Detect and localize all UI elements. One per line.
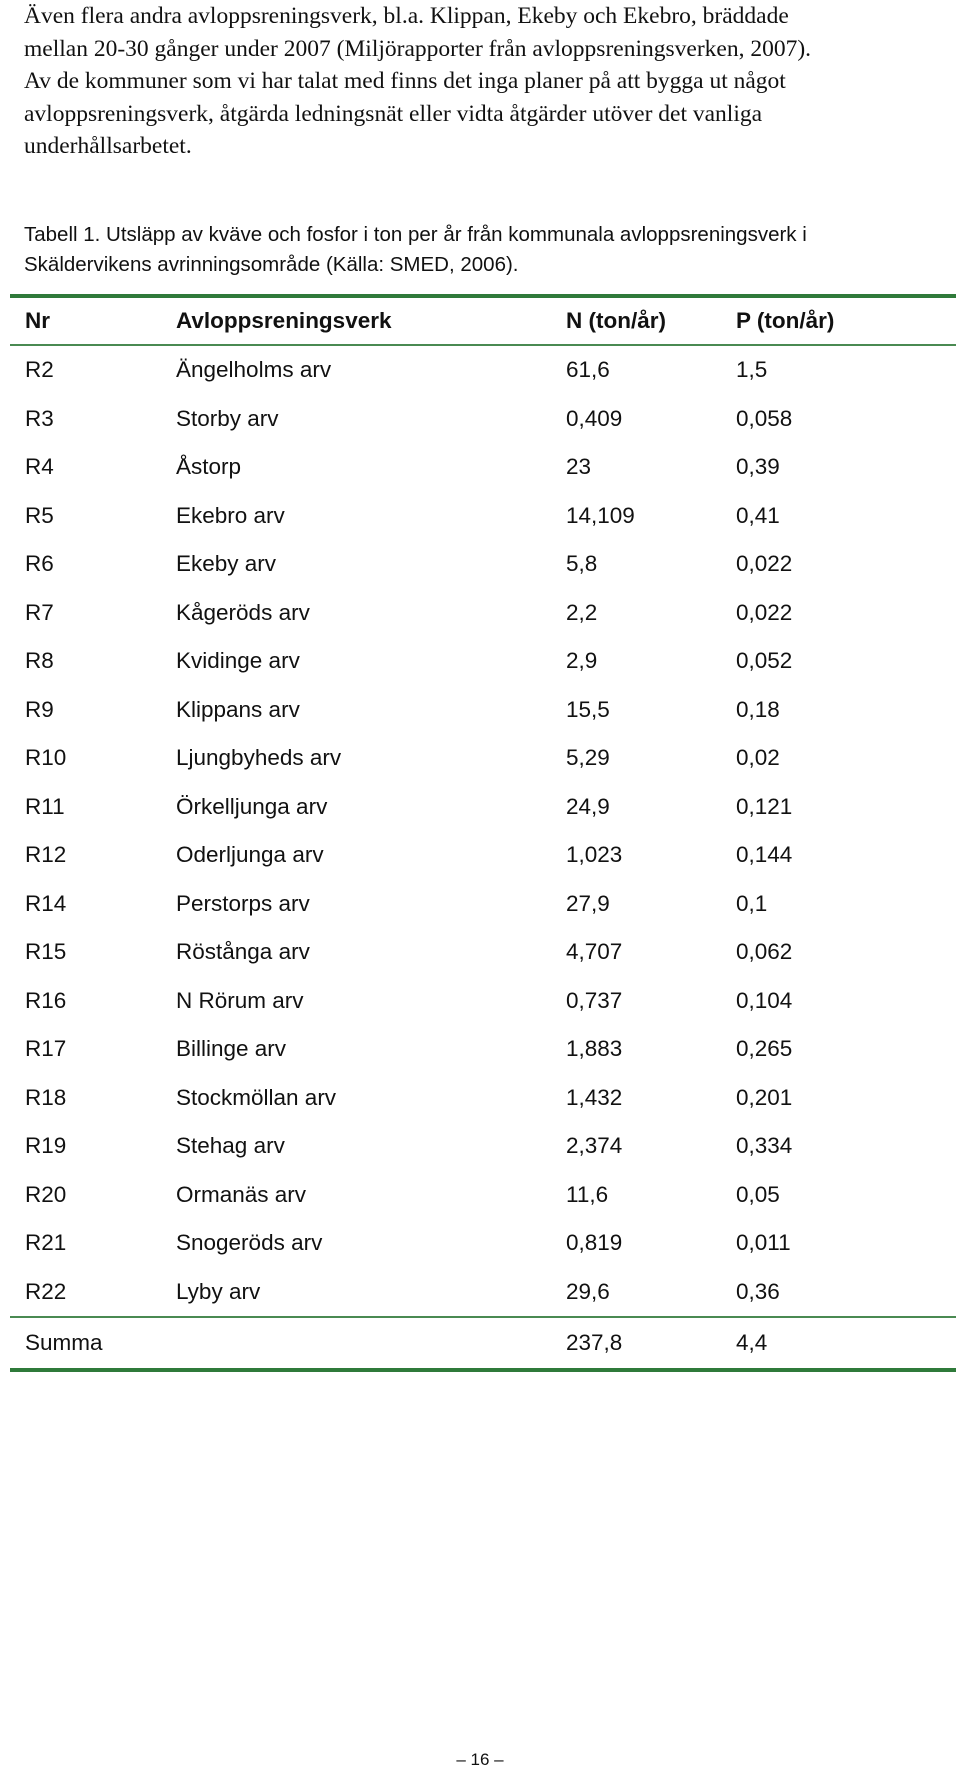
table-header-row <box>10 298 956 344</box>
table-row <box>10 977 956 1026</box>
cell-nitrogen: 5,8 <box>566 551 598 577</box>
cell-nitrogen: 27,9 <box>566 890 610 916</box>
cell-nr: R3 <box>25 405 54 431</box>
cell-nitrogen: 0,409 <box>566 405 623 431</box>
cell-plant: Perstorps arv <box>176 890 310 916</box>
intro-line: avloppsreningsverk, åtgärda ledningsnät eller vidta åtgärder utöver det vanliga <box>24 100 763 127</box>
cell-nr: R12 <box>25 842 67 868</box>
cell-nr: R9 <box>25 696 54 722</box>
cell-phosphorus: 0,104 <box>736 987 793 1013</box>
cell-plant: Ängelholms arv <box>176 357 332 383</box>
emissions-table <box>10 294 956 1372</box>
sum-phosphorus: 4,4 <box>736 1330 768 1355</box>
cell-nr: R19 <box>25 1133 67 1159</box>
table-row <box>10 395 956 444</box>
cell-phosphorus: 0,1 <box>736 890 768 916</box>
cell-plant: Röstånga arv <box>176 939 310 965</box>
cell-nr: R16 <box>25 987 67 1013</box>
table-row <box>10 1074 956 1123</box>
cell-nitrogen: 2,374 <box>566 1133 623 1159</box>
table-row <box>10 346 956 395</box>
table-row <box>10 1122 956 1171</box>
table-row <box>10 928 956 977</box>
table-caption <box>24 220 944 280</box>
cell-nitrogen: 11,6 <box>566 1181 609 1207</box>
table-row <box>10 540 956 589</box>
intro-line: mellan 20-30 gånger under 2007 (Miljörapporter från avloppsreningsverken, 2007). <box>24 35 812 62</box>
cell-phosphorus: 0,334 <box>736 1133 793 1159</box>
table-row <box>10 783 956 832</box>
cell-plant: Stehag arv <box>176 1133 285 1159</box>
cell-phosphorus: 0,121 <box>736 793 793 819</box>
cell-plant: Ekebro arv <box>176 502 285 528</box>
page-number: – 16 – <box>456 1750 504 1769</box>
cell-nr: R7 <box>25 599 54 625</box>
cell-phosphorus: 0,39 <box>736 454 780 480</box>
cell-plant: Lyby arv <box>176 1278 261 1304</box>
cell-plant: Kågeröds arv <box>176 599 310 625</box>
cell-nr: R4 <box>25 454 54 480</box>
cell-nr: R17 <box>25 1036 67 1062</box>
table-row <box>10 686 956 735</box>
cell-plant: Ljungbyheds arv <box>176 745 342 771</box>
cell-nr: R21 <box>25 1230 67 1256</box>
sum-nitrogen: 237,8 <box>566 1330 623 1355</box>
cell-nr: R10 <box>25 745 67 771</box>
cell-phosphorus: 0,41 <box>736 502 780 528</box>
table-row <box>10 443 956 492</box>
cell-nr: R2 <box>25 357 54 383</box>
table-row <box>10 1025 956 1074</box>
cell-nr: R18 <box>25 1084 67 1110</box>
cell-plant: Storby arv <box>176 405 279 431</box>
cell-plant: Billinge arv <box>176 1036 287 1062</box>
cell-nr: R15 <box>25 939 67 965</box>
cell-plant: Kvidinge arv <box>176 648 300 674</box>
cell-phosphorus: 1,5 <box>736 357 768 383</box>
cell-phosphorus: 0,052 <box>736 648 793 674</box>
caption-line: Skäldervikens avrinningsområde (Källa: SMED, 2006). <box>24 253 519 276</box>
cell-nitrogen: 2,2 <box>566 599 598 625</box>
intro-line: underhållsarbetet. <box>24 133 192 159</box>
cell-nitrogen: 61,6 <box>566 357 610 383</box>
cell-phosphorus: 0,058 <box>736 405 793 431</box>
cell-phosphorus: 0,02 <box>736 745 780 771</box>
cell-phosphorus: 0,062 <box>736 939 793 965</box>
cell-plant: Klippans arv <box>176 696 300 722</box>
table-row <box>10 1268 956 1317</box>
cell-nitrogen: 1,883 <box>566 1036 623 1062</box>
table-row <box>10 734 956 783</box>
table-row <box>10 492 956 541</box>
cell-nitrogen: 1,432 <box>566 1084 623 1110</box>
cell-plant: Oderljunga arv <box>176 842 324 868</box>
table-bottom-rule <box>10 1368 956 1372</box>
caption-line: Tabell 1. Utsläpp av kväve och fosfor i ton per år från kommunala avloppsreningsverk i <box>24 223 807 246</box>
cell-nitrogen: 0,737 <box>566 987 623 1013</box>
cell-nr: R11 <box>25 793 65 819</box>
cell-nitrogen: 5,29 <box>566 745 610 771</box>
cell-phosphorus: 0,18 <box>736 696 780 722</box>
table-row <box>10 880 956 929</box>
table-row <box>10 637 956 686</box>
cell-nr: R5 <box>25 502 54 528</box>
cell-nr: R20 <box>25 1181 67 1207</box>
cell-nitrogen: 2,9 <box>566 648 598 674</box>
header-nr: Nr <box>25 308 51 333</box>
cell-phosphorus: 0,022 <box>736 551 793 577</box>
cell-plant: Örkelljunga arv <box>176 793 328 819</box>
cell-nr: R6 <box>25 551 54 577</box>
cell-nitrogen: 14,109 <box>566 502 635 528</box>
table-row <box>10 1171 956 1220</box>
cell-plant: Ormanäs arv <box>176 1181 307 1207</box>
intro-line: Även flera andra avloppsreningsverk, bl.a. Klippan, Ekeby och Ekebro, bräddade <box>24 3 789 29</box>
cell-phosphorus: 0,05 <box>736 1181 780 1207</box>
cell-phosphorus: 0,144 <box>736 842 793 868</box>
sum-label: Summa <box>25 1330 103 1355</box>
cell-nitrogen: 23 <box>566 454 592 480</box>
cell-nitrogen: 29,6 <box>566 1278 610 1304</box>
cell-nr: R14 <box>25 890 67 916</box>
table-row <box>10 589 956 638</box>
cell-plant: Åstorp <box>176 454 242 480</box>
table-row <box>10 831 956 880</box>
cell-nitrogen: 24,9 <box>566 793 610 819</box>
table-row <box>10 1219 956 1268</box>
cell-plant: N Rörum arv <box>176 987 304 1013</box>
cell-nitrogen: 15,5 <box>566 696 610 722</box>
cell-plant: Snogeröds arv <box>176 1230 323 1256</box>
intro-line: Av de kommuner som vi har talat med finns det inga planer på att bygga ut något <box>24 68 786 94</box>
cell-nr: R8 <box>25 648 54 674</box>
table-body <box>10 346 956 1316</box>
header-plant: Avloppsreningsverk <box>176 308 392 333</box>
cell-phosphorus: 0,265 <box>736 1036 793 1062</box>
header-nitrogen: N (ton/år) <box>566 308 666 333</box>
header-phosphorus: P (ton/år) <box>736 308 835 333</box>
cell-nitrogen: 4,707 <box>566 939 623 965</box>
cell-phosphorus: 0,201 <box>736 1084 793 1110</box>
cell-phosphorus: 0,022 <box>736 599 793 625</box>
cell-phosphorus: 0,011 <box>736 1230 791 1256</box>
intro-paragraph <box>24 0 944 163</box>
cell-nitrogen: 1,023 <box>566 842 623 868</box>
cell-plant: Ekeby arv <box>176 551 277 577</box>
cell-phosphorus: 0,36 <box>736 1278 780 1304</box>
table-sum-row <box>10 1318 956 1368</box>
cell-plant: Stockmöllan arv <box>176 1084 337 1110</box>
cell-nitrogen: 0,819 <box>566 1230 623 1256</box>
cell-nr: R22 <box>25 1278 67 1304</box>
